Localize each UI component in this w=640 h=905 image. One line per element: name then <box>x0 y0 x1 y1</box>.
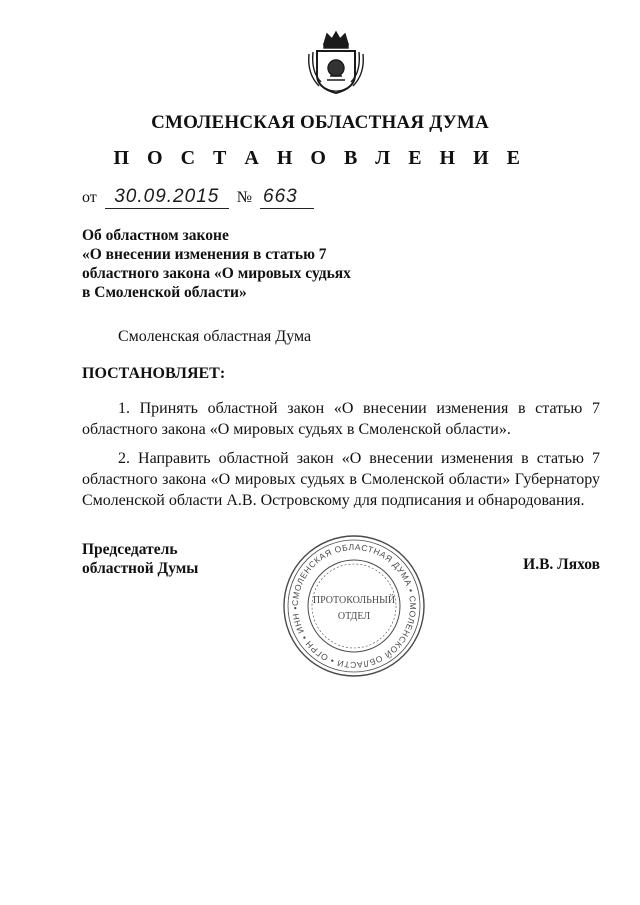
date-from-label: от <box>82 189 97 206</box>
official-seal-icon <box>281 533 427 679</box>
signatory-title <box>82 540 198 578</box>
decree-heading: ПОСТАНОВЛЯЕТ: <box>82 365 226 382</box>
subject-line: «О внесении изменения в статью 7 <box>82 246 327 263</box>
document-type: П О С Т А Н О В Л Е Н И Е <box>113 147 527 169</box>
paragraph-2: 2. Направить областной закон «О внесении изменения в статью 7 областного закона «О мировых судьях в Смоленской области» Губернатору Смоленской области А.В. Островскому для подписания и обнародования. <box>82 450 600 509</box>
subject-line: в Смоленской области» <box>82 284 247 301</box>
seal-ring-text: СМОЛЕНСКАЯ ОБЛАСТНАЯ ДУМА • СМОЛЕНСКОЙ ОБЛАСТИ • ОГРН • ИНН • <box>289 541 419 671</box>
document-number: 663 <box>260 186 314 209</box>
paragraph-1: 1. Принять областной закон «О внесении изменения в статью 7 областного закона «О мировых судьях в Смоленской области». <box>82 400 600 438</box>
preamble: Смоленская областная Дума <box>118 328 312 345</box>
document-date: 30.09.2015 <box>105 186 229 209</box>
subject-line: Об областном законе <box>82 227 229 244</box>
seal-center-text: ОТДЕЛ <box>337 611 371 622</box>
subject-line: областного закона «О мировых судьях <box>82 265 351 282</box>
organization-name: СМОЛЕНСКАЯ ОБЛАСТНАЯ ДУМА <box>151 112 489 133</box>
coat-of-arms-icon <box>305 30 367 96</box>
number-label: № <box>236 189 253 206</box>
signatory-title-line: Председатель <box>82 541 178 558</box>
document-subject <box>82 226 351 302</box>
date-number-line <box>82 186 314 209</box>
seal-center-text: ПРОТОКОЛЬНЫЙ <box>312 595 396 606</box>
signatory-name: И.В. Ляхов <box>523 556 600 573</box>
signatory-title-line: областной Думы <box>82 560 199 577</box>
